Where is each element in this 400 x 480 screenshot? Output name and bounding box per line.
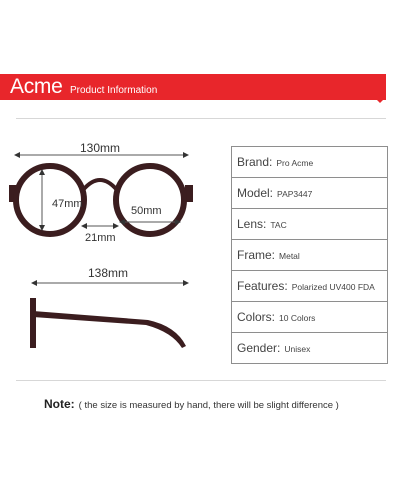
spec-row-lens xyxy=(232,209,388,240)
spec-label: Features: xyxy=(237,279,288,293)
temple-length-label: 138mm xyxy=(88,266,129,280)
spec-value: PAP3447 xyxy=(277,189,313,199)
lens-height-label: 47mm xyxy=(52,198,83,210)
bridge-label: 21mm xyxy=(85,232,116,244)
spec-table xyxy=(231,146,388,364)
lens-width-label: 50mm xyxy=(131,205,162,217)
spec-label: Frame: xyxy=(237,248,276,262)
note-label: Note: xyxy=(44,397,75,411)
spec-label: Lens: xyxy=(237,217,267,231)
spec-row-colors xyxy=(232,302,388,333)
spec-row-features xyxy=(232,271,388,302)
temple-arm xyxy=(33,311,186,348)
spec-row-frame xyxy=(232,240,388,271)
spec-label: Model: xyxy=(237,186,274,200)
spec-value: Pro Acme xyxy=(276,158,314,168)
spec-value: 10 Colors xyxy=(279,313,316,323)
spec-row-gender xyxy=(232,333,388,364)
spec-label: Gender: xyxy=(237,341,281,355)
spec-value: Polarized UV400 FDA xyxy=(291,282,375,292)
bottom-divider xyxy=(16,380,386,381)
banner-subtitle: Product Information xyxy=(70,85,158,96)
spec-label: Brand: xyxy=(237,155,273,169)
right-lens-frame xyxy=(116,166,184,234)
note xyxy=(44,395,339,413)
brand-logo: Acme xyxy=(10,75,63,98)
bridge xyxy=(83,180,117,190)
note-text: ( the size is measured by hand, there will be slight difference ) xyxy=(78,400,339,411)
spec-value: TAC xyxy=(270,220,287,230)
spec-row-brand xyxy=(232,147,388,178)
spec-value: Unisex xyxy=(284,344,311,354)
spec-row-model xyxy=(232,178,388,209)
total-width-label: 130mm xyxy=(80,141,121,155)
side-frame-front xyxy=(30,298,36,348)
spec-value: Metal xyxy=(279,251,300,261)
spec-label: Colors: xyxy=(237,310,276,324)
